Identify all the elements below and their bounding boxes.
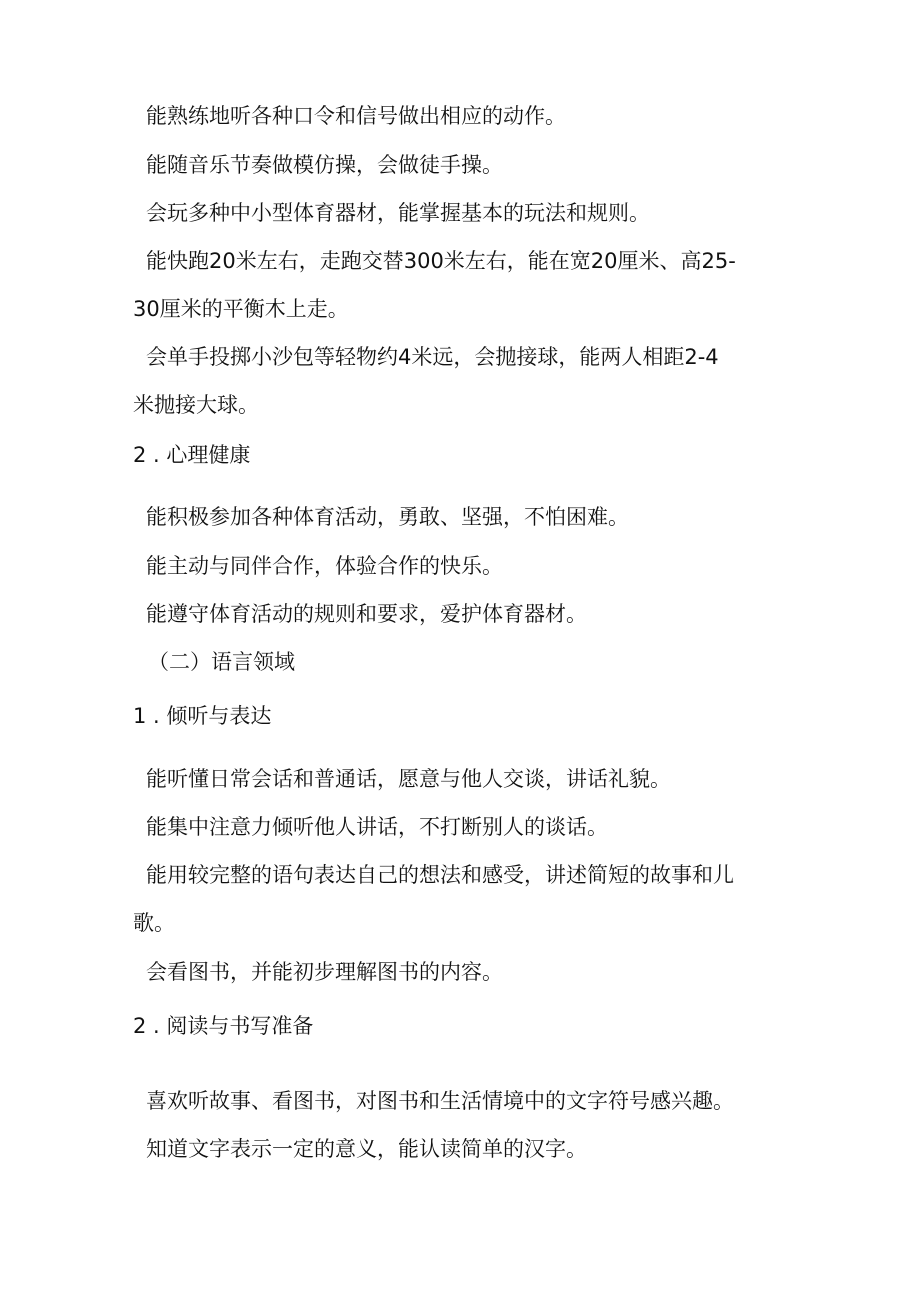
paragraph: 会单手投掷小沙包等轻物约4米远，会抛接球，能两人相距2-4 [146, 345, 719, 369]
subheading-mental-health: 2 . 心理健康 [133, 443, 251, 467]
subheading-reading-writing: 2 . 阅读与书写准备 [133, 1014, 314, 1038]
paragraph: 能集中注意力倾听他人讲话，不打断别人的谈话。 [146, 815, 608, 839]
paragraph-continuation: 米抛接大球。 [133, 393, 259, 417]
paragraph: 能听懂日常会话和普通话，愿意与他人交谈，讲话礼貌。 [146, 767, 671, 791]
paragraph: 能快跑20米左右，走跑交替300米左右，能在宽20厘米、高25- [146, 249, 736, 273]
subheading-listening-expression: 1 . 倾听与表达 [133, 704, 272, 728]
paragraph: 知道文字表示一定的意义，能认读简单的汉字。 [146, 1137, 587, 1161]
paragraph: 能积极参加各种体育活动，勇敢、坚强，不怕困难。 [146, 505, 629, 529]
paragraph-continuation: 歌。 [133, 911, 175, 935]
paragraph: 能随音乐节奏做模仿操，会做徒手操。 [146, 153, 503, 177]
section-heading-language: （二）语言领域 [148, 650, 295, 674]
paragraph: 能用较完整的语句表达自己的想法和感受，讲述简短的故事和儿 [146, 863, 734, 887]
paragraph: 会玩多种中小型体育器材，能掌握基本的玩法和规则。 [146, 201, 650, 225]
paragraph: 能主动与同伴合作，体验合作的快乐。 [146, 554, 503, 578]
paragraph: 会看图书，并能初步理解图书的内容。 [146, 960, 503, 984]
paragraph: 能遵守体育活动的规则和要求，爱护体育器材。 [146, 602, 587, 626]
paragraph: 喜欢听故事、看图书，对图书和生活情境中的文字符号感兴趣。 [146, 1089, 734, 1113]
paragraph: 能熟练地听各种口令和信号做出相应的动作。 [146, 104, 566, 128]
paragraph-continuation: 30厘米的平衡木上走。 [133, 297, 349, 321]
